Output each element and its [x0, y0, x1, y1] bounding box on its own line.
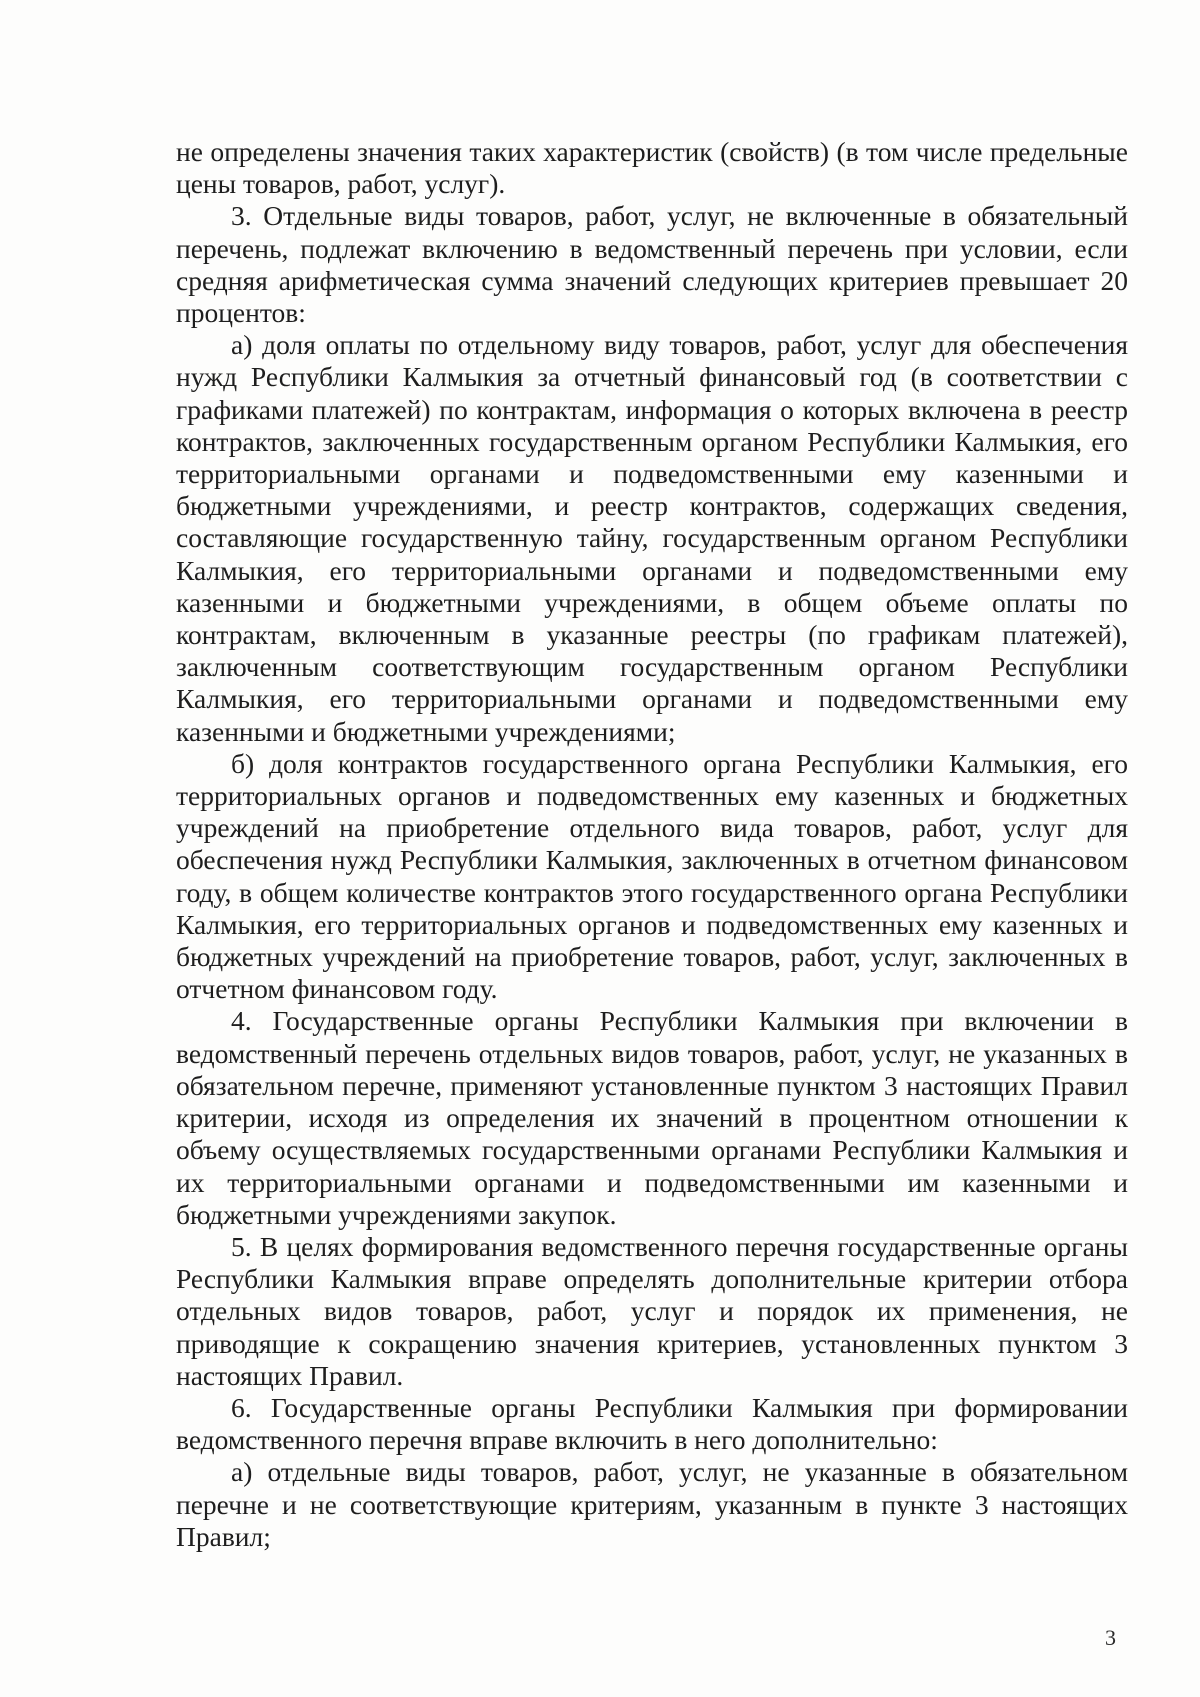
paragraph-continuation: не определены значения таких характеристик (свойств) (в том числе предельные цены товаров, работ, услуг). [176, 136, 1128, 200]
paragraph-item-3b: б) доля контрактов государственного органа Республики Калмыкия, его территориальных органов и подведомственных ему казенных и бюджетных учреждений на приобретение отдельного вида товаров, работ, услуг для обеспечения нужд Республики Калмыкия, заключенных в отчетном финансовом году, в общем количестве контрактов этого государственного органа Республики Калмыкия, его территориальных органов и подведомственных ему казенных и бюджетных учреждений на приобретение товаров, работ, услуг, заключенных в отчетном финансовом году. [176, 747, 1128, 1005]
paragraph-item-6a: а) отдельные виды товаров, работ, услуг, не указанные в обязательном перечне и не соответствующие критериям, указанным в пункте 3 настоящих Правил; [176, 1456, 1128, 1552]
paragraph-item-3a: а) доля оплаты по отдельному виду товаров, работ, услуг для обеспечения нужд Республики Калмыкия за отчетный финансовый год (в соответствии с графиками платежей) по контрактам, информация о которых включена в реестр контрактов, заключенных государственным органом Республики Калмыкия, его территориальными органами и подведомственными ему казенными и бюджетными учреждениями, и реестр контрактов, содержащих сведения, составляющие государственную тайну, государственным органом Республики Калмыкия, его территориальными органами и подведомственными ему казенными и бюджетными учреждениями, в общем объеме оплаты по контрактам, включенным в указанные реестры (по графикам платежей), заключенным соответствующим государственным органом Республики Калмыкия, его территориальными органами и подведомственными ему казенными и бюджетными учреждениями; [176, 329, 1128, 747]
paragraph-item-4: 4. Государственные органы Республики Калмыкия при включении в ведомственный перечень отдельных видов товаров, работ, услуг, не указанных в обязательном перечне, применяют установленные пунктом 3 настоящих Правил критерии, исходя из определения их значений в процентном отношении к объему осуществляемых государственными органами Республики Калмыкия и их территориальными органами и подведомственными им казенными и бюджетными учреждениями закупок. [176, 1005, 1128, 1230]
paragraph-item-5: 5. В целях формирования ведомственного перечня государственные органы Республики Калмыкия вправе определять дополнительные критерии отбора отдельных видов товаров, работ, услуг и порядок их применения, не приводящие к сокращению значения критериев, установленных пунктом 3 настоящих Правил. [176, 1230, 1128, 1391]
paragraph-item-6: 6. Государственные органы Республики Калмыкия при формировании ведомственного перечня вправе включить в него дополнительно: [176, 1391, 1128, 1456]
document-body [176, 136, 1128, 1553]
page-number: 3 [1105, 1625, 1116, 1650]
paragraph-item-3: 3. Отдельные виды товаров, работ, услуг, не включенные в обязательный перечень, подлежат включению в ведомственный перечень при условии, если средняя арифметическая сумма значений следующих критериев превышает 20 процентов: [176, 200, 1128, 329]
